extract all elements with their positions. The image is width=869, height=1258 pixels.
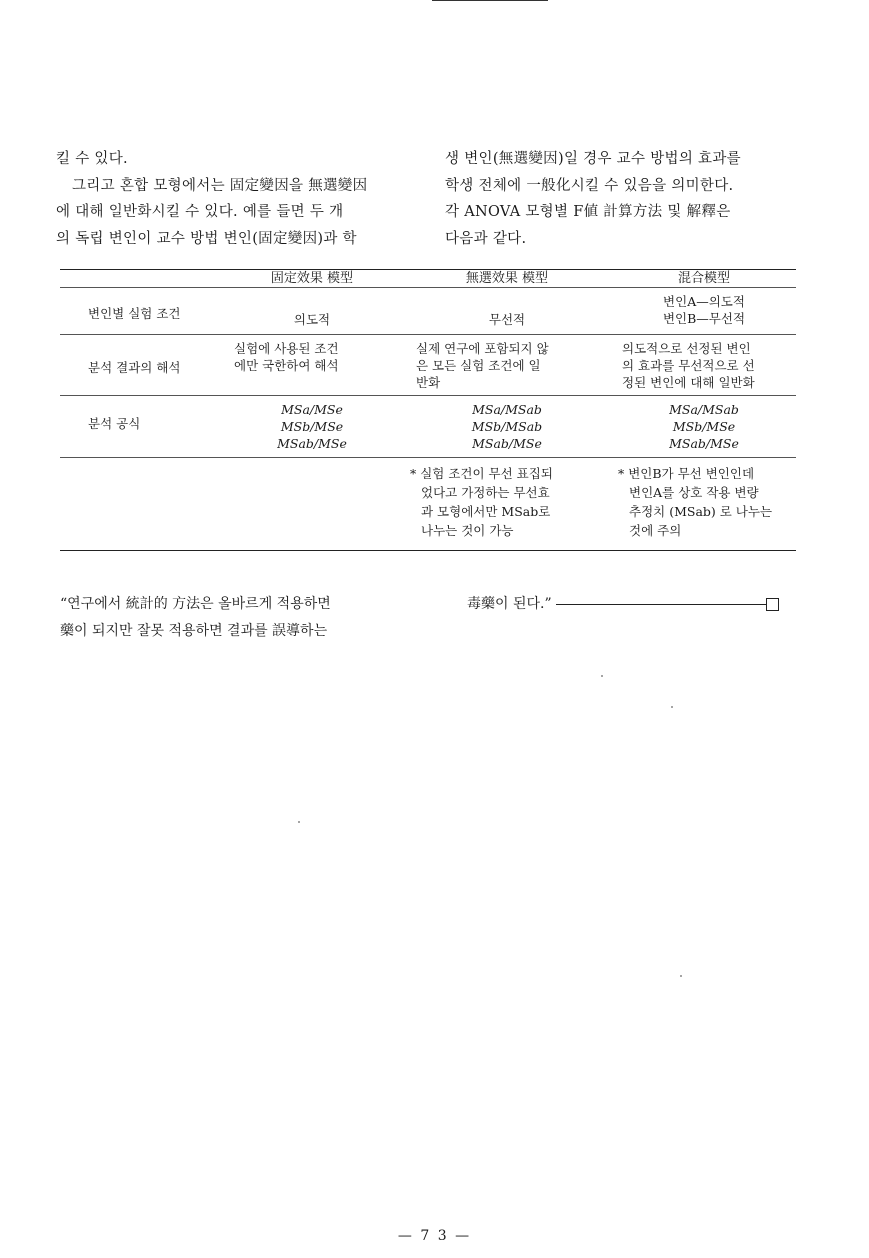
row-label	[60, 458, 222, 551]
cell-random-note	[402, 458, 612, 551]
cell-line: 의도적으로 선정된 변인	[622, 341, 751, 356]
note-line: * 실험 조건이 무선 표집되	[410, 466, 553, 481]
cell-fixed	[222, 396, 402, 458]
cell-mixed	[612, 335, 796, 396]
quote-line: “연구에서 統計的 方法은 올바르게 적용하면	[60, 596, 331, 612]
end-dash-line	[556, 604, 766, 605]
cell-line: 정된 변인에 대해 일반화	[622, 375, 755, 390]
note-line: 것에 주의	[629, 523, 682, 538]
top-rule	[432, 0, 548, 1]
table-bottom-rule	[60, 550, 796, 551]
scan-speck	[680, 975, 682, 977]
cell-mixed-note	[612, 458, 796, 551]
quote-end-text: 毒藥이 된다.”	[467, 596, 552, 612]
cell-line: 에만 국한하여 해석	[234, 358, 339, 373]
formula-line: MSb/MSab	[471, 419, 543, 434]
cell-line: 실제 연구에 포함되지 않	[416, 341, 549, 356]
formula-line: MSab/MSe	[472, 436, 542, 451]
cell-line: 은 모든 실험 조건에 일	[416, 358, 541, 373]
table-row-formula	[60, 396, 796, 458]
formula-line: MSa/MSab	[472, 402, 542, 417]
text-line: 학생 전체에 一般化시킬 수 있음을 의미한다.	[445, 177, 734, 194]
header-cell	[60, 270, 222, 288]
cell-fixed	[222, 458, 402, 551]
header-mixed-model: 混合模型	[612, 270, 796, 288]
cell-random: 무선적	[402, 288, 612, 335]
cell-line: 의 효과를 무선적으로 선	[622, 358, 755, 373]
quote-end	[467, 591, 779, 618]
right-column-text	[445, 146, 817, 252]
left-column-text	[56, 146, 421, 252]
row-label: 분석 결과의 해석	[60, 335, 222, 396]
anova-comparison-table	[60, 269, 796, 551]
text-line: 에 대해 일반화시킬 수 있다. 예를 들면 두 개	[56, 204, 344, 220]
row-label: 분석 공식	[60, 396, 222, 458]
scan-speck	[601, 675, 603, 677]
note-line: 과 모형에서만 MSab로	[421, 504, 551, 519]
row-label: 변인별 실험 조건	[60, 288, 222, 335]
text-line: 다음과 같다.	[445, 230, 527, 247]
quote-block	[60, 591, 331, 645]
formula-line: MSb/MSe	[672, 419, 736, 434]
end-mark-icon	[766, 598, 779, 611]
scan-speck	[671, 706, 673, 708]
formula-line: MSa/MSe	[281, 402, 343, 417]
quote-line: 藥이 되지만 잘못 적용하면 결과를 誤導하는	[60, 623, 328, 639]
text-line: 의 독립 변인이 교수 방법 변인(固定變因)과 학	[56, 230, 357, 247]
formula-line: MSab/MSe	[669, 436, 739, 451]
scan-speck	[298, 821, 300, 823]
table-row-condition	[60, 288, 796, 335]
text-line: 생 변인(無選變因)일 경우 교수 방법의 효과를	[445, 151, 741, 167]
cell-line: 변인B—무선적	[662, 311, 746, 326]
note-line: 추정치 (MSab) 로 나누는	[629, 504, 773, 519]
table-header-row	[60, 270, 796, 288]
text-line: 그리고 혼합 모형에서는 固定變因을 無選變因	[72, 177, 368, 194]
note-line: * 변인B가 무선 변인인데	[618, 466, 755, 481]
table-row-interpretation	[60, 335, 796, 396]
formula-line: MSa/MSab	[669, 402, 739, 417]
cell-mixed	[612, 396, 796, 458]
text-line: 킬 수 있다.	[56, 151, 128, 167]
header-fixed-model: 固定效果 模型	[222, 270, 402, 288]
table-row-notes	[60, 458, 796, 551]
formula-line: MSab/MSe	[277, 436, 347, 451]
formula-line: MSb/MSe	[280, 419, 344, 434]
cell-line: 반화	[416, 375, 441, 390]
cell-line: 실험에 사용된 조건	[234, 341, 339, 356]
text-line: 각 ANOVA 모형별 F値 計算方法 및 解釋은	[445, 204, 731, 220]
header-random-model: 無選效果 模型	[402, 270, 612, 288]
cell-line: 변인A—의도적	[663, 294, 745, 309]
cell-random	[402, 335, 612, 396]
page-number: — 7 3 —	[397, 1228, 472, 1244]
cell-fixed: 의도적	[222, 288, 402, 335]
cell-random	[402, 396, 612, 458]
cell-fixed	[222, 335, 402, 396]
note-line: 나누는 것이 가능	[421, 523, 514, 538]
cell-mixed	[612, 288, 796, 335]
note-line: 변인A를 상호 작용 변량	[629, 485, 759, 500]
note-line: 었다고 가정하는 무선효	[421, 485, 550, 500]
